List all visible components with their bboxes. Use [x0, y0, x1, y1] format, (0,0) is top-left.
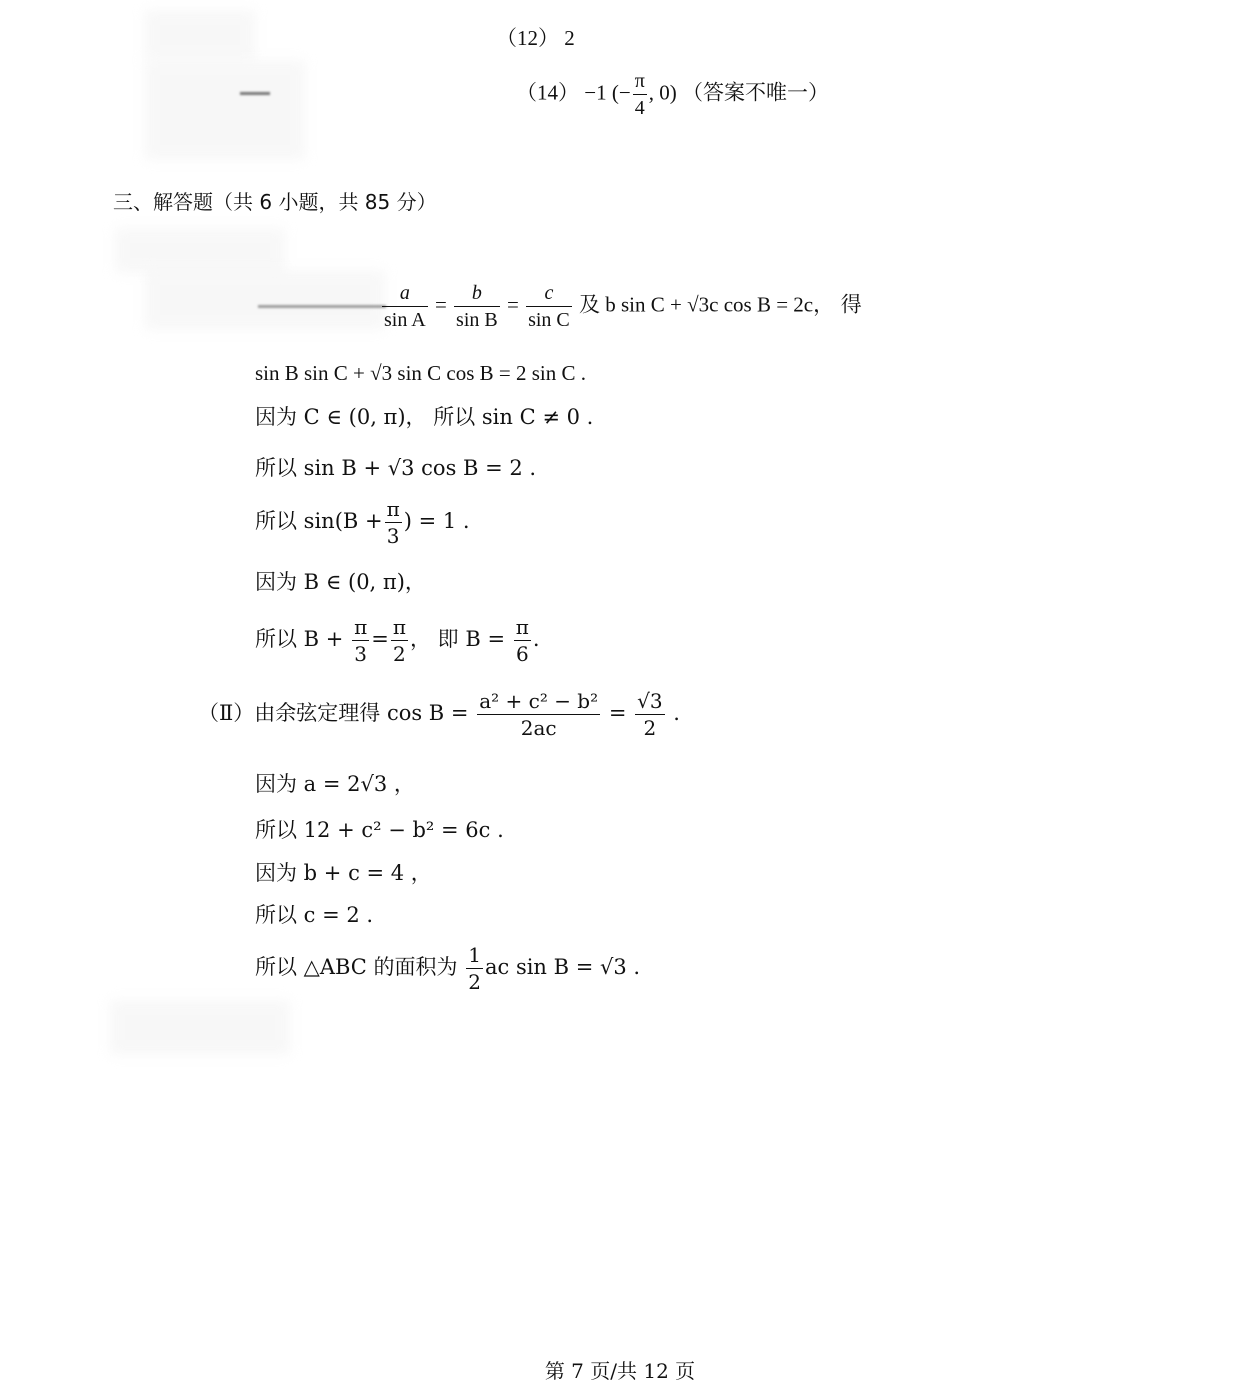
- answer-14: [516, 68, 829, 121]
- answer-12-value: 2: [564, 26, 575, 50]
- answer-12-label: （12）: [496, 26, 559, 50]
- part1-line3: 因为 C ∈ (0, π)， 所以 sin C ≠ 0 .: [255, 405, 594, 429]
- answer-14-note: （答案不唯一）: [682, 80, 830, 105]
- part1-line1: $\frac{a}{\text{sin A}}$ = $\frac{b}{\text{sin B}}$ = $\frac{c}{\text{sin C}}$ 及 b sin C + √3c cos B = 2c， 得: [384, 282, 862, 331]
- part1-line7: 所以 B + $\frac{\pi}{3}$ = $\frac{\pi}{2}$ ， 即 B = $\frac{\pi}{6}$ .: [255, 615, 540, 666]
- part2-line1: （Ⅱ）由余弦定理得 cos B = $\frac{\text{a² + c² − b²}}{2ac}$ = $\frac{√3}{2}$ .: [198, 689, 680, 740]
- scan-smudge: [240, 92, 270, 95]
- answer-14-fraction: $\frac{\pi}{4}$: [634, 70, 645, 119]
- part2-line5: 所以 c = 2 .: [255, 903, 374, 927]
- answer-14-suffix: , 0): [648, 80, 677, 105]
- answer-12: [496, 22, 575, 52]
- part2-line2: 因为 a = 2√3 ，: [255, 772, 415, 796]
- scan-artifact: [115, 228, 285, 273]
- part1-line4: 所以 sin B + √3 cos B = 2 .: [255, 456, 537, 480]
- part2-line4: 因为 b + c = 4 ，: [255, 861, 432, 885]
- page-footer: 第 7 页/共 12 页: [544, 1359, 696, 1383]
- part1-line2: sin B sin C + √3 sin C cos B = 2 sin C .: [255, 361, 587, 385]
- part2-label: （Ⅱ）: [198, 701, 255, 725]
- part2-line3: 所以 12 + c² − b² = 6c .: [255, 818, 504, 842]
- scan-artifact: [145, 270, 385, 330]
- scan-artifact: [110, 1000, 290, 1055]
- answer-14-prefix: (−: [611, 80, 631, 105]
- section-heading: 三、解答题（共 6 小题，共 85 分）: [113, 190, 437, 214]
- part1-line5: 所以 sin(B + $\frac{\pi}{3}$ ) = 1 .: [255, 497, 470, 548]
- part2-line6: 所以 △ABC 的面积为 $\frac{1}{2}$ ac sin B = √3 .: [255, 943, 641, 994]
- scan-artifact: [145, 10, 255, 60]
- answer-14-label: （14）: [516, 80, 579, 105]
- scan-smudge: [258, 305, 386, 308]
- answer-14-value: −1: [584, 80, 607, 105]
- scan-artifact: [145, 60, 305, 160]
- part1-line6: 因为 B ∈ (0, π)，: [255, 570, 426, 594]
